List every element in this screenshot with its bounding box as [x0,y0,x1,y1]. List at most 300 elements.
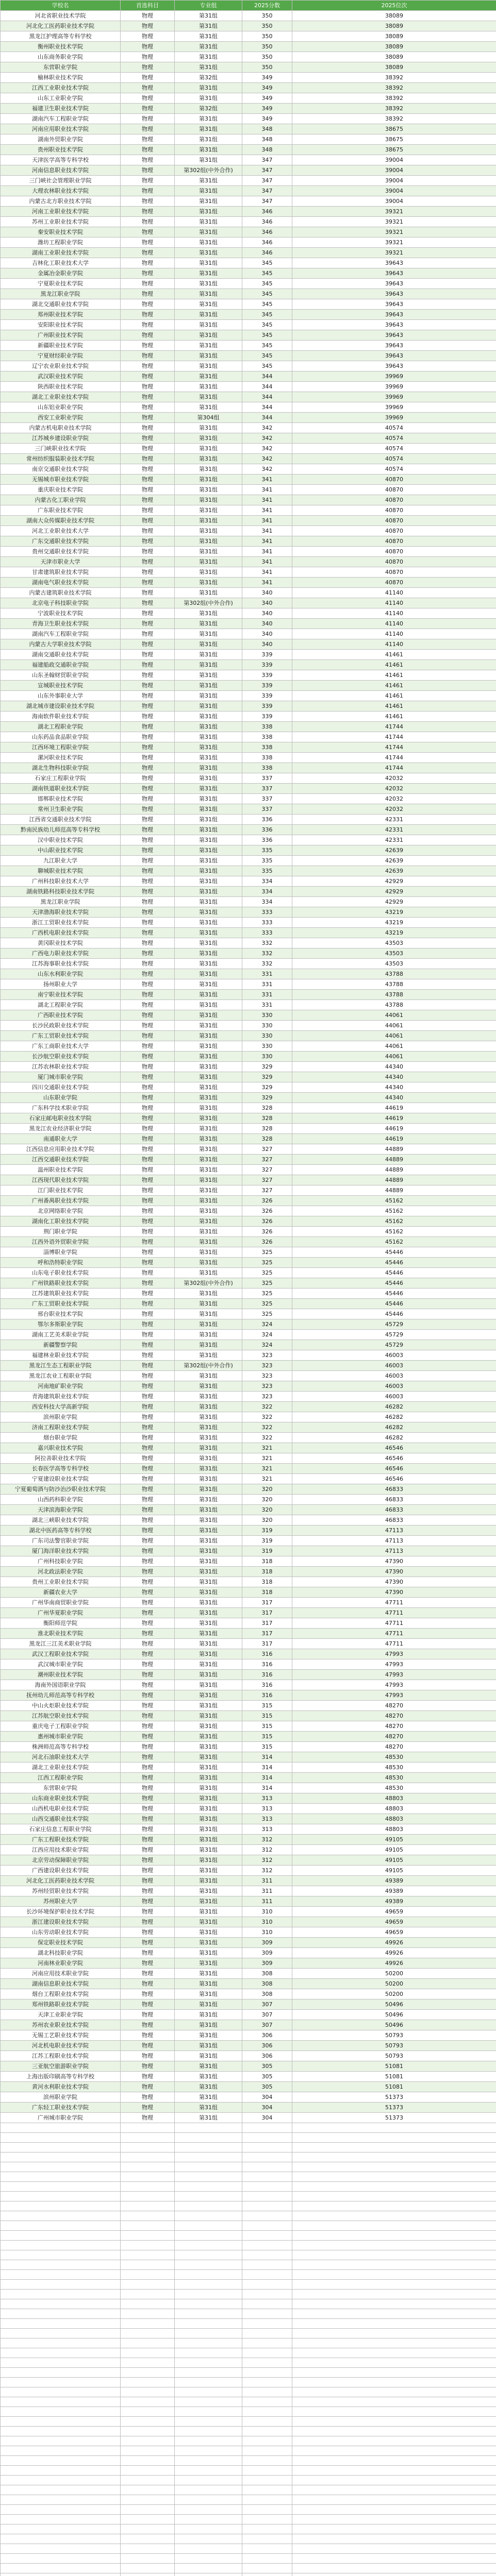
cell-score: 324 [242,1340,292,1350]
cell-school: 苏州经贸职业技术学院 [1,1886,121,1896]
cell-score: 350 [242,42,292,52]
cell-rank: 44061 [292,1031,496,1041]
cell-rank: 49105 [292,1866,496,1876]
cell-subject: 物理 [121,1845,175,1855]
cell-rank: 49389 [292,1896,496,1907]
cell-subject: 物理 [121,536,175,547]
cell-score: 316 [242,1649,292,1659]
cell-subject: 物理 [121,186,175,196]
table-row [1,433,496,444]
table-row [1,371,496,382]
cell-rank: 49389 [292,1886,496,1896]
cell-school: 山东职业学院 [1,1093,121,1103]
empty-row [1,2564,496,2573]
empty-cell [1,2544,121,2554]
cell-score: 312 [242,1855,292,1866]
cell-group: 第31组 [175,145,242,155]
cell-score: 341 [242,536,292,547]
cell-school: 黑龙江农业工程职业学院 [1,1371,121,1381]
cell-rank: 47993 [292,1659,496,1670]
cell-score: 339 [242,711,292,722]
cell-rank: 49926 [292,1948,496,1958]
empty-row [1,2280,496,2290]
empty-cell [242,2534,292,2544]
cell-group: 第31组 [175,753,242,763]
table-row [1,1052,496,1062]
cell-rank: 41140 [292,608,496,619]
empty-cell [1,2524,121,2534]
empty-cell [242,2378,292,2387]
empty-cell [242,2231,292,2241]
empty-cell [1,2211,121,2221]
table-row [1,1536,496,1546]
table-row [1,1155,496,1165]
cell-school: 东营职业学院 [1,62,121,73]
cell-group: 第31组 [175,1103,242,1113]
cell-group: 第31组 [175,21,242,31]
cell-group: 第31组 [175,825,242,835]
cell-school: 中山职业技术学院 [1,845,121,856]
table-row [1,2113,496,2123]
cell-school: 湖南工业职业技术学院 [1,248,121,258]
empty-cell [121,2182,175,2192]
cell-subject: 物理 [121,124,175,134]
cell-school: 石家庄邮电职业技术学院 [1,1113,121,1124]
cell-group: 第31组 [175,1783,242,1793]
cell-school: 福建林业职业技术学院 [1,1350,121,1361]
empty-cell [242,2153,292,2162]
cell-school: 山西药科职业学院 [1,1495,121,1505]
cell-rank: 44619 [292,1113,496,1124]
empty-row [1,2162,496,2172]
cell-score: 321 [242,1464,292,1474]
cell-subject: 物理 [121,2061,175,2072]
cell-group: 第31组 [175,1402,242,1412]
empty-row [1,2133,496,2143]
table-row [1,1124,496,1134]
empty-cell [292,2280,496,2290]
empty-row [1,2485,496,2495]
cell-rank: 44340 [292,1093,496,1103]
cell-rank: 50496 [292,2020,496,2030]
table-row [1,608,496,619]
table-row [1,1907,496,1917]
cell-subject: 物理 [121,1082,175,1093]
cell-school: 黄冈职业技术学院 [1,938,121,948]
cell-rank: 47711 [292,1598,496,1608]
empty-cell [242,2446,292,2456]
cell-rank: 46003 [292,1350,496,1361]
table-row [1,402,496,413]
cell-score: 327 [242,1175,292,1185]
cell-subject: 物理 [121,1587,175,1598]
cell-rank: 40574 [292,433,496,444]
cell-school: 山东铝业职业学院 [1,402,121,413]
cell-subject: 物理 [121,145,175,155]
empty-cell [1,2201,121,2211]
cell-school: 山东外事职业大学 [1,691,121,701]
cell-score: 339 [242,701,292,711]
cell-school: 江西信息应用职业技术学院 [1,1144,121,1155]
empty-row [1,2387,496,2397]
cell-group: 第31组 [175,2113,242,2123]
cell-score: 345 [242,361,292,371]
cell-score: 349 [242,83,292,93]
cell-rank: 50200 [292,1969,496,1979]
cell-group: 第31组 [175,578,242,588]
cell-group: 第31组 [175,1268,242,1278]
cell-subject: 物理 [121,1134,175,1144]
cell-score: 347 [242,186,292,196]
cell-school: 厦门城市职业学院 [1,1072,121,1082]
cell-score: 344 [242,371,292,382]
cell-score: 344 [242,382,292,392]
cell-group: 第31组 [175,619,242,629]
cell-group: 第31组 [175,1258,242,1268]
cell-score: 319 [242,1536,292,1546]
cell-group: 第31组 [175,2010,242,2020]
cell-group: 第31组 [175,567,242,578]
table-row [1,835,496,845]
cell-group: 第31组 [175,1319,242,1330]
cell-score: 332 [242,959,292,969]
cell-school: 郑州铁路职业技术学院 [1,1999,121,2010]
cell-score: 324 [242,1330,292,1340]
cell-score: 349 [242,93,292,104]
cell-subject: 物理 [121,1969,175,1979]
empty-cell [121,2221,175,2231]
cell-score: 345 [242,320,292,330]
empty-cell [1,2368,121,2378]
cell-group: 第31组 [175,1958,242,1969]
cell-school: 常州纺织服装职业技术学院 [1,454,121,464]
empty-row [1,2182,496,2192]
cell-group: 第31组 [175,681,242,691]
empty-cell [1,2466,121,2476]
cell-subject: 物理 [121,1546,175,1556]
table-row [1,1113,496,1124]
empty-cell [242,2329,292,2338]
table-row [1,1938,496,1948]
cell-school: 株洲师范高等专科学校 [1,1742,121,1752]
cell-group: 第304组 [175,413,242,423]
cell-subject: 物理 [121,2020,175,2030]
empty-cell [121,2299,175,2309]
table-row [1,660,496,670]
cell-group: 第31组 [175,1010,242,1021]
table-row [1,567,496,578]
cell-school: 河北化工医药职业技术学院 [1,21,121,31]
cell-score: 350 [242,11,292,21]
cell-score: 321 [242,1474,292,1484]
empty-cell [121,2143,175,2153]
empty-cell [292,2319,496,2329]
empty-cell [1,2436,121,2446]
empty-cell [242,2221,292,2231]
cell-subject: 物理 [121,104,175,114]
cell-subject: 物理 [121,134,175,145]
empty-cell [121,2231,175,2241]
cell-rank: 40870 [292,474,496,485]
cell-score: 314 [242,1762,292,1773]
cell-subject: 物理 [121,505,175,516]
cell-subject: 物理 [121,526,175,536]
table-row [1,1845,496,1855]
cell-school: 鄂尔多斯职业学院 [1,1319,121,1330]
cell-score: 307 [242,1999,292,2010]
cell-subject: 物理 [121,2082,175,2092]
cell-school: 北京劳动保障职业学院 [1,1855,121,1866]
empty-cell [121,2162,175,2172]
cell-subject: 物理 [121,1165,175,1175]
cell-school: 阿拉善职业技术学院 [1,1453,121,1464]
cell-score: 327 [242,1185,292,1196]
cell-subject: 物理 [121,1392,175,1402]
cell-subject: 物理 [121,1629,175,1639]
table-row [1,516,496,526]
empty-cell [242,2485,292,2495]
cell-score: 342 [242,464,292,474]
empty-row [1,2221,496,2231]
table-row [1,1969,496,1979]
cell-subject: 物理 [121,1526,175,1536]
cell-group: 第31组 [175,196,242,207]
cell-group: 第31组 [175,433,242,444]
cell-group: 第31组 [175,1072,242,1082]
cell-score: 313 [242,1814,292,1824]
cell-group: 第31组 [175,2072,242,2082]
table-row [1,1072,496,1082]
cell-subject: 物理 [121,928,175,938]
cell-subject: 物理 [121,1453,175,1464]
cell-rank: 44061 [292,1010,496,1021]
empty-cell [292,2378,496,2387]
table-row [1,1103,496,1113]
cell-group: 第31组 [175,454,242,464]
cell-rank: 44061 [292,1052,496,1062]
table-row [1,1216,496,1227]
cell-school: 黔南民族幼儿师范高等专科学校 [1,825,121,835]
cell-subject: 物理 [121,1701,175,1711]
cell-subject: 物理 [121,1361,175,1371]
cell-school: 江西现代职业技术学院 [1,1175,121,1185]
cell-group: 第31组 [175,1608,242,1618]
empty-cell [121,2123,175,2133]
table-row [1,2051,496,2061]
cell-group: 第31组 [175,1577,242,1587]
cell-rank: 40574 [292,454,496,464]
table-row [1,1495,496,1505]
cell-rank: 43788 [292,1000,496,1010]
table-row [1,495,496,505]
table-row [1,1371,496,1381]
cell-school: 湖南交通职业技术学院 [1,650,121,660]
empty-cell [1,2309,121,2319]
cell-subject: 物理 [121,1639,175,1649]
cell-school: 广东科学技术职业学院 [1,1103,121,1113]
table-row [1,62,496,73]
cell-rank: 46833 [292,1484,496,1495]
cell-school: 辽宁农业职业技术学院 [1,361,121,371]
table-row [1,11,496,21]
cell-group: 第31组 [175,1670,242,1680]
cell-school: 江西省交通职业技术学院 [1,815,121,825]
cell-rank: 43503 [292,948,496,959]
cell-subject: 物理 [121,1835,175,1845]
cell-school: 广州华南商贸职业学院 [1,1598,121,1608]
cell-group: 第31组 [175,1495,242,1505]
empty-cell [292,2123,496,2133]
cell-school: 厦门海洋职业技术学院 [1,1546,121,1556]
cell-subject: 物理 [121,1041,175,1052]
cell-group: 第31组 [175,979,242,990]
cell-subject: 物理 [121,21,175,31]
table-row [1,588,496,598]
cell-rank: 38089 [292,11,496,21]
cell-score: 327 [242,1165,292,1175]
cell-score: 325 [242,1278,292,1289]
empty-cell [242,2241,292,2250]
cell-rank: 50793 [292,2030,496,2041]
empty-cell [292,2524,496,2534]
cell-rank: 41744 [292,722,496,732]
cell-score: 346 [242,217,292,227]
cell-rank: 47390 [292,1577,496,1587]
cell-school: 湖北生物科技职业学院 [1,763,121,773]
cell-group: 第31组 [175,1412,242,1422]
cell-rank: 42032 [292,794,496,804]
cell-rank: 40870 [292,536,496,547]
cell-school: 湖北工程职业学院 [1,1000,121,1010]
cell-rank: 38089 [292,52,496,62]
cell-school: 山西机电职业技术学院 [1,1804,121,1814]
table-row [1,1649,496,1659]
cell-score: 331 [242,969,292,979]
cell-group: 第31组 [175,845,242,856]
cell-score: 315 [242,1742,292,1752]
cell-score: 304 [242,2103,292,2113]
empty-cell [292,2436,496,2446]
cell-score: 345 [242,351,292,361]
table-row [1,1680,496,1690]
empty-cell [175,2485,242,2495]
cell-score: 339 [242,681,292,691]
table-row [1,207,496,217]
cell-score: 326 [242,1216,292,1227]
cell-school: 河南应用职业技术学院 [1,124,121,134]
table-row [1,1278,496,1289]
empty-cell [175,2368,242,2378]
table-row [1,1474,496,1484]
cell-subject: 物理 [121,433,175,444]
cell-school: 衡阳师范学院 [1,1618,121,1629]
cell-subject: 物理 [121,31,175,42]
cell-group: 第31组 [175,341,242,351]
empty-cell [292,2407,496,2417]
cell-school: 广州华夏职业学院 [1,1608,121,1618]
empty-cell [175,2260,242,2270]
cell-score: 331 [242,1000,292,1010]
empty-cell [121,2338,175,2348]
cell-score: 318 [242,1567,292,1577]
empty-cell [1,2153,121,2162]
cell-rank: 48530 [292,1752,496,1762]
cell-rank: 41461 [292,701,496,711]
cell-subject: 物理 [121,1659,175,1670]
cell-subject: 物理 [121,485,175,495]
cell-school: 湖北工业职业技术学院 [1,1762,121,1773]
cell-score: 315 [242,1701,292,1711]
cell-score: 335 [242,856,292,866]
table-row [1,2061,496,2072]
cell-score: 342 [242,433,292,444]
cell-group: 第31组 [175,1979,242,1989]
cell-rank: 41461 [292,691,496,701]
table-row [1,176,496,186]
cell-subject: 物理 [121,1124,175,1134]
cell-rank: 48270 [292,1701,496,1711]
table-row [1,83,496,93]
cell-school: 广西职业技术学院 [1,1010,121,1021]
cell-score: 317 [242,1618,292,1629]
cell-group: 第31组 [175,310,242,320]
cell-group: 第31组 [175,1031,242,1041]
cell-rank: 40870 [292,547,496,557]
empty-cell [121,2250,175,2260]
cell-score: 340 [242,629,292,639]
cell-subject: 物理 [121,1989,175,1999]
cell-subject: 物理 [121,1000,175,1010]
cell-score: 322 [242,1412,292,1422]
cell-rank: 44340 [292,1072,496,1082]
empty-row [1,2172,496,2182]
cell-score: 315 [242,1732,292,1742]
cell-subject: 物理 [121,1948,175,1958]
cell-school: 贵州工业职业技术学院 [1,1577,121,1587]
cell-school: 保定职业技术学院 [1,1938,121,1948]
cell-school: 天津工业职业学院 [1,2010,121,2020]
cell-group: 第31组 [175,1381,242,1392]
table-row [1,1855,496,1866]
cell-group: 第31组 [175,918,242,928]
cell-score: 326 [242,1237,292,1247]
cell-score: 341 [242,578,292,588]
empty-cell [242,2368,292,2378]
cell-score: 337 [242,804,292,815]
cell-rank: 38089 [292,21,496,31]
empty-row [1,2309,496,2319]
cell-subject: 物理 [121,670,175,681]
empty-cell [175,2211,242,2221]
cell-rank: 45446 [292,1309,496,1319]
cell-subject: 物理 [121,1752,175,1762]
cell-score: 321 [242,1453,292,1464]
cell-school: 内蒙古建筑职业技术学院 [1,588,121,598]
cell-rank: 40574 [292,423,496,433]
cell-score: 329 [242,1072,292,1082]
cell-score: 319 [242,1526,292,1536]
cell-school: 宁波职业技术学院 [1,608,121,619]
empty-cell [175,2476,242,2485]
cell-group: 第31组 [175,1690,242,1701]
empty-cell [121,2476,175,2485]
cell-school: 广州铁路职业技术学院 [1,1278,121,1289]
empty-cell [121,2554,175,2564]
cell-subject: 物理 [121,1927,175,1938]
cell-school: 广东工程职业技术学院 [1,1835,121,1845]
table-row [1,845,496,856]
cell-rank: 40870 [292,495,496,505]
